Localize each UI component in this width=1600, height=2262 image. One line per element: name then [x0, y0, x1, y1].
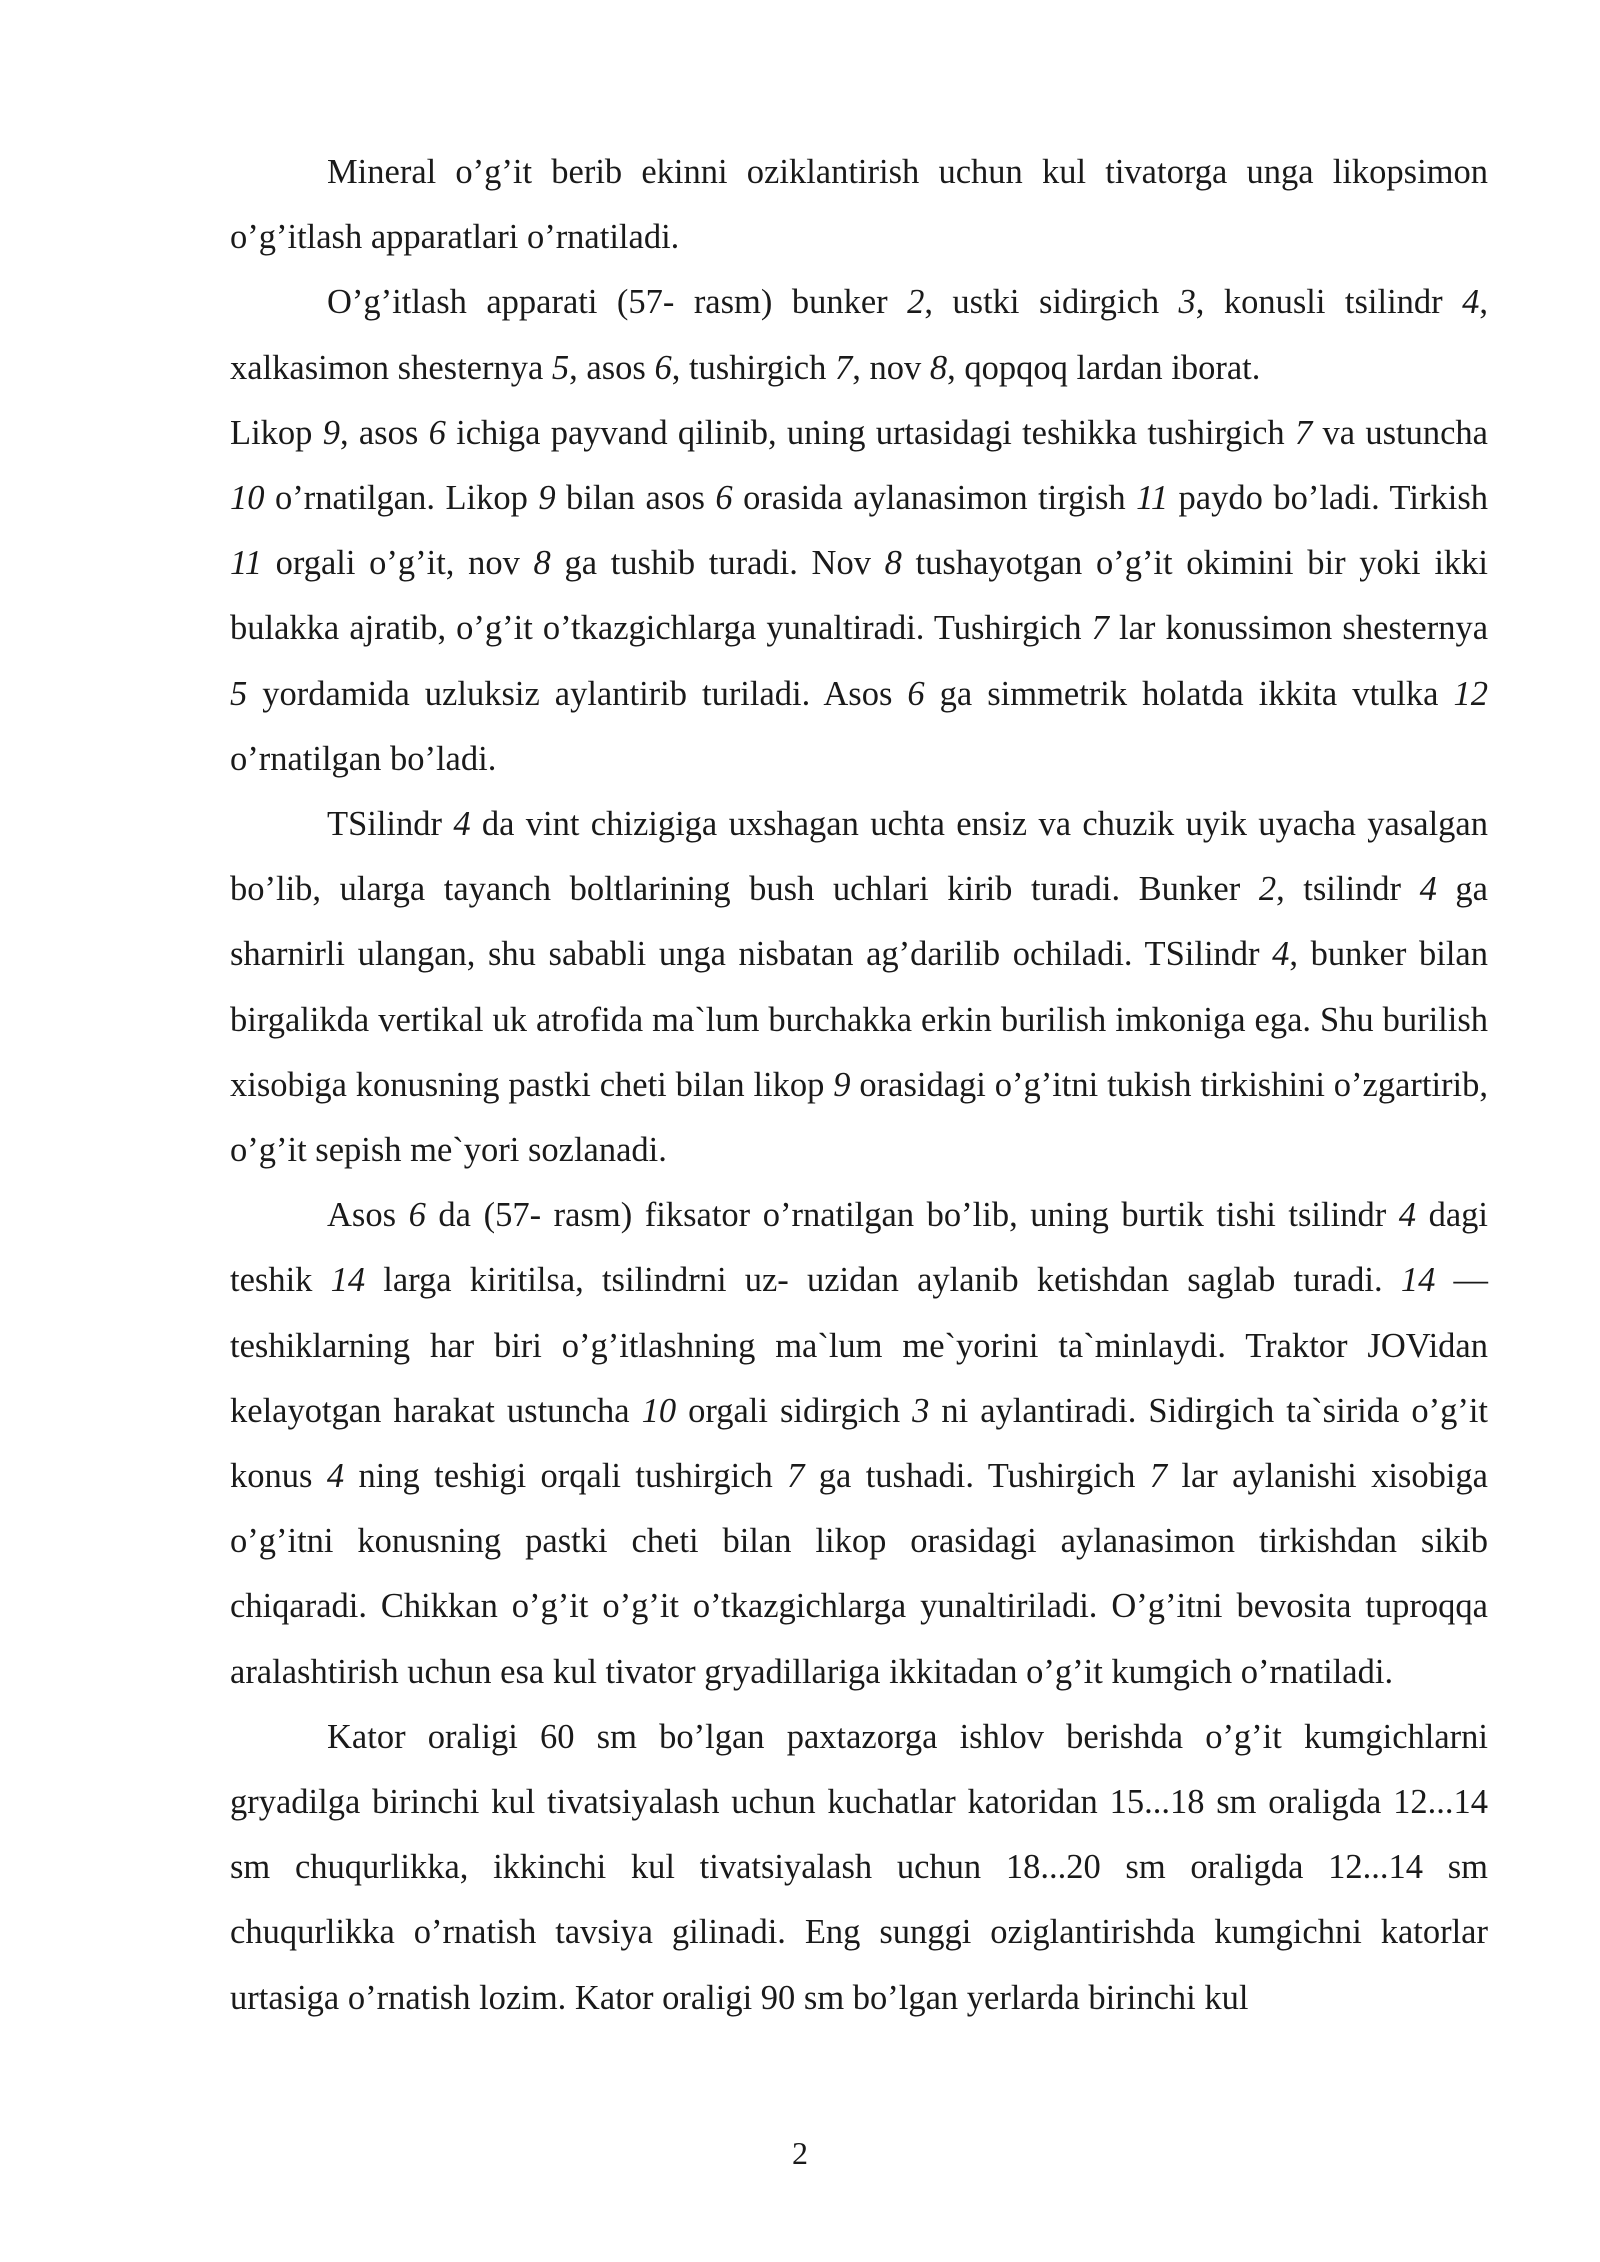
text-run: ga sharnirli ulangan, shu sababli unga nisbatan ag’darilib ochiladi. TSilindr [230, 870, 1488, 974]
figure-reference-number: 5 [551, 348, 570, 387]
figure-reference-number: 4 [1272, 935, 1290, 974]
figure-reference-number: 7 [787, 1457, 805, 1496]
text-run: Likop [230, 413, 323, 452]
figure-reference-number: 14 [1400, 1261, 1436, 1300]
text-run: da vint chizigiga uxshagan uchta ensiz va chuzik uyik uyacha yasalgan bo’lib, ularga tayanch boltlarining bush uchlari kirib turadi. Bunker [230, 805, 1488, 909]
paragraph-2 [230, 270, 1488, 400]
figure-reference-number: 14 [330, 1261, 366, 1300]
figure-reference-number: 7 [1149, 1457, 1167, 1496]
text-run: orgali o’g’it, nov [261, 544, 534, 583]
figure-reference-number: 7 [834, 348, 853, 387]
figure-reference-number: 8 [533, 544, 551, 583]
text-run: o’rnatilgan bo’ladi. [230, 739, 497, 778]
text-run: , tushirgich [671, 348, 835, 387]
figure-reference-number: 9 [538, 479, 556, 518]
text-run: , nov [852, 348, 930, 387]
figure-reference-number: 9 [833, 1065, 851, 1104]
figure-reference-number: 5 [230, 674, 248, 713]
text-run: Mineral o’g’it berib ekinni oziklantirish uchun kul tivatorga unga likopsimon o’g’itlash apparatlari o’rnatiladi. [230, 153, 1488, 257]
text-run: orasidagi o’g’itni tukish tirkishini o’zgartirib, o’g’it sepish me`yori sozlanadi. [230, 1065, 1489, 1170]
text-run: ni aylantiradi. Sidirgich ta`sirida o’g’it konus [230, 1391, 1488, 1496]
paragraph-3 [230, 401, 1488, 792]
text-run: bilan asos [555, 479, 716, 518]
figure-reference-number: 6 [408, 1196, 426, 1235]
text-run: o’rnatilgan. Likop [264, 479, 539, 518]
text-run: yordamida uzluksiz aylantirib turiladi. Asos [247, 674, 908, 713]
figure-reference-number: 2 [1258, 870, 1277, 909]
figure-reference-number: 11 [230, 544, 262, 583]
figure-reference-number: 6 [428, 413, 446, 452]
text-run: ga simmetrik holatda ikkita vtulka [924, 674, 1454, 713]
text-run: dagi teshik [230, 1196, 1488, 1300]
figure-reference-number: 7 [1091, 609, 1109, 648]
paragraph-6 [230, 1705, 1488, 2031]
text-run: TSilindr [327, 805, 454, 844]
text-run: tushayotgan o’g’it okimini bir yoki ikki bulakka ajratib, o’g’it o’tkazgichlarga yunaltiradi. Tushirgich [230, 544, 1488, 648]
text-run: va ustuncha [1312, 413, 1488, 452]
figure-reference-number: 4 [1462, 283, 1480, 322]
text-run: — teshiklarning har biri o’g’itlashning ma`lum me`yorini ta`minlaydi. Traktor JOVidan kelayotgan harakat ustuncha [230, 1261, 1488, 1430]
text-run: paydo bo’ladi. Tirkish [1168, 479, 1488, 518]
document-body [230, 140, 1488, 2031]
text-run: ning teshigi orqali tushirgich [344, 1457, 788, 1496]
figure-reference-number: 4 [1419, 870, 1437, 909]
figure-reference-number: 8 [929, 348, 948, 387]
figure-reference-number: 6 [654, 348, 672, 387]
text-run: Asos [327, 1196, 409, 1235]
page-number: 2 [792, 2135, 808, 2171]
paragraph-4 [230, 792, 1488, 1183]
text-run: orgali sidirgich [676, 1391, 913, 1430]
text-run: da (57- rasm) fiksator o’rnatilgan bo’lib, uning burtik tishi tsilindr [425, 1196, 1399, 1235]
text-run: lar aylanishi xisobiga o’g’itni konusning pastki cheti bilan likop orasidagi aylanasimon tirkishdan sikib chiqaradi. Chikkan o’g’it o’g’it o’tkazgichlarga yunaltiriladi. O’g’itni bevosita tuproqqa aralashtirish uchun esa kul tivator gryadillariga ikkitadan o’g’it kumgich o’rnatiladi. [230, 1457, 1488, 1691]
figure-reference-number: 10 [641, 1391, 677, 1430]
text-run: orasida aylanasimon tirgish [732, 479, 1137, 518]
paragraph-5 [230, 1183, 1488, 1705]
text-run: ga tushadi. Tushirgich [804, 1457, 1150, 1496]
text-run: , qopqoq lardan iborat. [947, 348, 1261, 387]
paragraph-1 [230, 140, 1488, 270]
figure-reference-number: 4 [453, 805, 471, 844]
text-run: , tsilindr [1276, 870, 1420, 909]
text-run: O’g’itlash apparati (57- rasm) bunker [327, 283, 908, 322]
text-run: larga kiritilsa, tsilindrni uz- uzidan aylanib ketishdan saglab turadi. [365, 1261, 1401, 1300]
text-run: Kator oraligi 60 sm bo’lgan paxtazorga ishlov berishda o’g’it kumgichlarni gryadilga birinchi kul tivatsiyalash uchun kuchatlar katoridan 15...18 sm oraligda 12...14 sm chuqurlikka, ikkinchi kul tivatsiyalash uchun 18...20 sm oraligda 12...14 sm chuqurlikka o’rnatish tavsiya gilinadi. Eng sunggi oziglantirishda kumgichni katorlar urtasiga o’rnatish lozim. Kator oraligi 90 sm bo’lgan yerlarda birinchi kul [230, 1717, 1488, 2017]
figure-reference-number: 4 [326, 1457, 345, 1496]
figure-reference-number: 6 [907, 674, 925, 713]
figure-reference-number: 6 [715, 479, 733, 518]
figure-reference-number: 4 [1398, 1196, 1417, 1235]
text-run: , asos [339, 413, 429, 452]
figure-reference-number: 2 [907, 283, 925, 322]
text-run: lar konussimon shesternya [1108, 609, 1489, 648]
text-run: , bunker bilan birgalikda vertikal uk atrofida ma`lum burchakka erkin burilish imkoniga ega. Shu burilish xisobiga konusning pastki cheti bilan likop [230, 935, 1488, 1104]
text-run: ichiga payvand qilinib, uning urtasidagi teshikka tushirgich [445, 413, 1295, 452]
text-run: , asos [569, 348, 655, 387]
text-run: , xalkasimon shesternya [230, 283, 1488, 387]
figure-reference-number: 3 [1178, 283, 1196, 322]
text-run: , ustki sidirgich [924, 283, 1179, 322]
figure-reference-number: 12 [1453, 674, 1488, 713]
figure-reference-number: 11 [1136, 479, 1169, 518]
text-run: ga tushib turadi. Nov [550, 544, 885, 583]
figure-reference-number: 10 [230, 479, 265, 518]
figure-reference-number: 3 [912, 1391, 930, 1430]
figure-reference-number: 8 [884, 544, 902, 583]
figure-reference-number: 7 [1294, 413, 1313, 452]
figure-reference-number: 9 [322, 413, 340, 452]
text-run: , konusli tsilindr [1195, 283, 1463, 322]
